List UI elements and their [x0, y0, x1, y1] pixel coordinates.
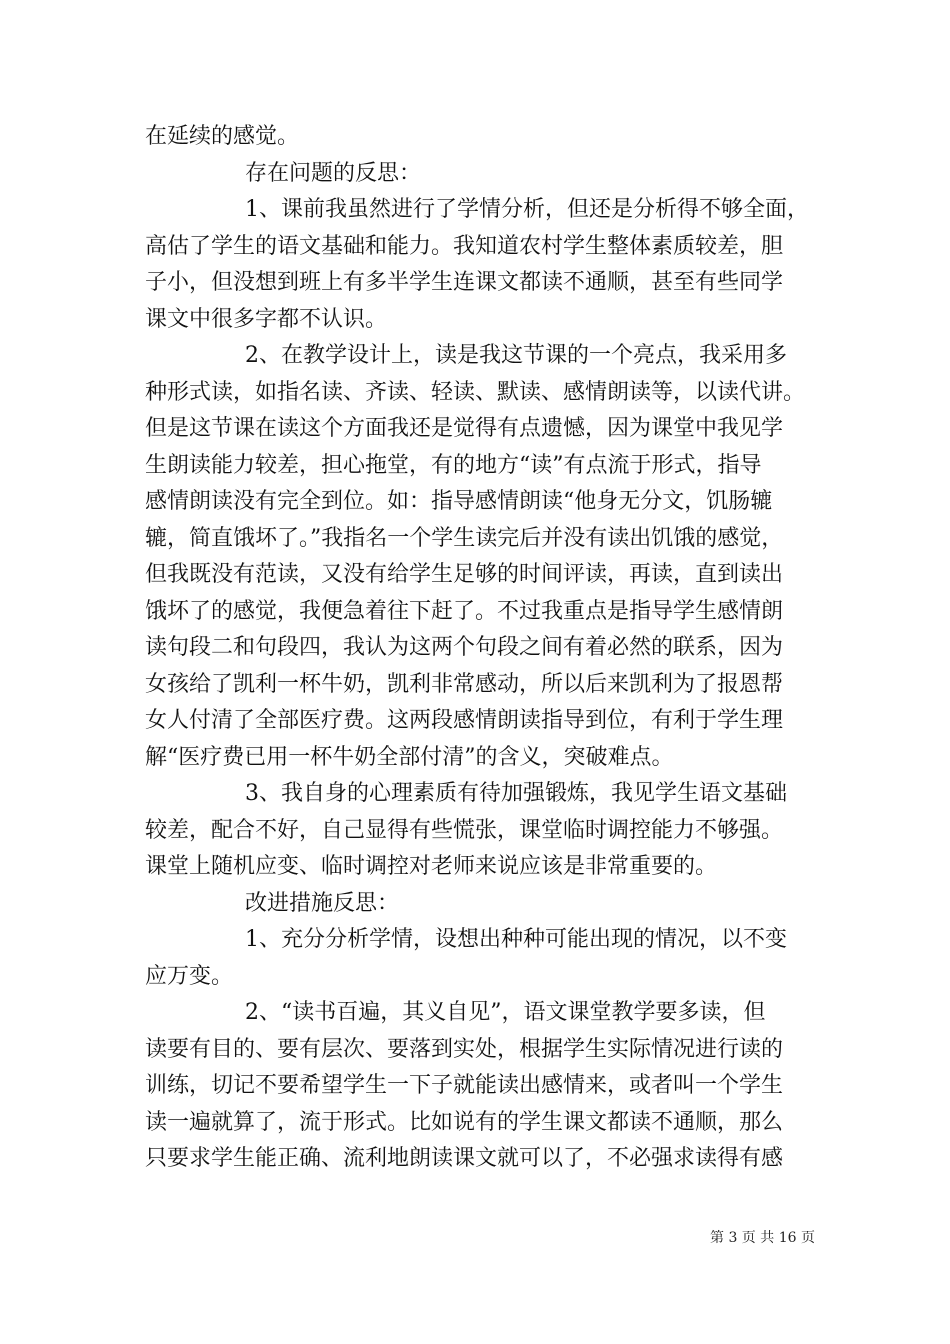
section-heading: 存在问题的反思：	[245, 160, 422, 186]
text-line: 1、课前我虽然进行了学情分析，但还是分析得不够全面，	[245, 197, 809, 222]
text-line: 读一遍就算了，流于形式。比如说有的学生课文都读不通顺，那么	[145, 1109, 784, 1135]
text-line: 感情朗读没有完全到位。如：指导感情朗读“他身无分文，饥肠辘	[145, 489, 773, 514]
text-line: 1、充分分析学情，设想出种种可能出现的情况，以不变	[245, 927, 787, 952]
text-line: 高估了学生的语文基础和能力。我知道农村学生整体素质较差，胆	[145, 233, 784, 259]
text-line: 种形式读，如指名读、齐读、轻读、默读、感情朗读等，以读代讲。	[145, 379, 806, 405]
document-body	[145, 119, 825, 1178]
text-line: 读句段二和句段四，我认为这两个句段之间有着必然的联系，因为	[145, 635, 784, 660]
text-line: 生朗读能力较差，担心拖堂，有的地方“读”有点流于形式，指导	[145, 452, 762, 478]
text-line: 应万变。	[145, 963, 234, 989]
text-line: 只要求学生能正确、流利地朗读课文就可以了，不必强求读得有感	[145, 1146, 784, 1171]
text-line: 女孩给了凯利一杯牛奶，凯利非常感动，所以后来凯利为了报恩帮	[145, 671, 784, 697]
text-line: 课文中很多字都不认识。	[145, 306, 388, 332]
text-line: 2、“读书百遍，其义自见”，语文课堂教学要多读，但	[245, 1000, 766, 1025]
text-line: 辘，简直饿坏了。”我指名一个学生读完后并没有读出饥饿的感觉，	[145, 525, 784, 551]
text-line: 读要有目的、要有层次、要落到实处，根据学生实际情况进行读的	[145, 1036, 784, 1062]
text-line: 课堂上随机应变、临时调控对老师来说应该是非常重要的。	[145, 854, 718, 879]
text-line: 在延续的感觉。	[145, 124, 300, 149]
text-line: 女人付清了全部医疗费。这两段感情朗读指导到位，有利于学生理	[145, 708, 784, 733]
text-line: 3、我自身的心理素质有待加强锻炼，我见学生语文基础	[245, 781, 787, 806]
text-line: 较差，配合不好，自己显得有些慌张，课堂临时调控能力不够强。	[145, 817, 784, 843]
section-heading: 改进措施反思：	[245, 890, 400, 916]
text-line: 但是这节课在读这个方面我还是觉得有点遗憾，因为课堂中我见学	[145, 416, 784, 441]
text-line: 训练，切记不要希望学生一下子就能读出感情来，或者叫一个学生	[145, 1073, 784, 1098]
page-number: 第 3 页 共 16 页	[710, 1230, 815, 1246]
text-line: 但我既没有范读，又没有给学生足够的时间评读，再读，直到读出	[145, 562, 784, 587]
text-line: 2、在教学设计上，读是我这节课的一个亮点，我采用多	[245, 343, 787, 368]
text-line: 子小，但没想到班上有多半学生连课文都读不通顺，甚至有些同学	[145, 270, 784, 295]
text-line: 解“医疗费已用一杯牛奶全部付清”的含义，突破难点。	[145, 744, 674, 770]
text-line: 饿坏了的感觉，我便急着往下赶了。不过我重点是指导学生感情朗	[145, 598, 784, 624]
